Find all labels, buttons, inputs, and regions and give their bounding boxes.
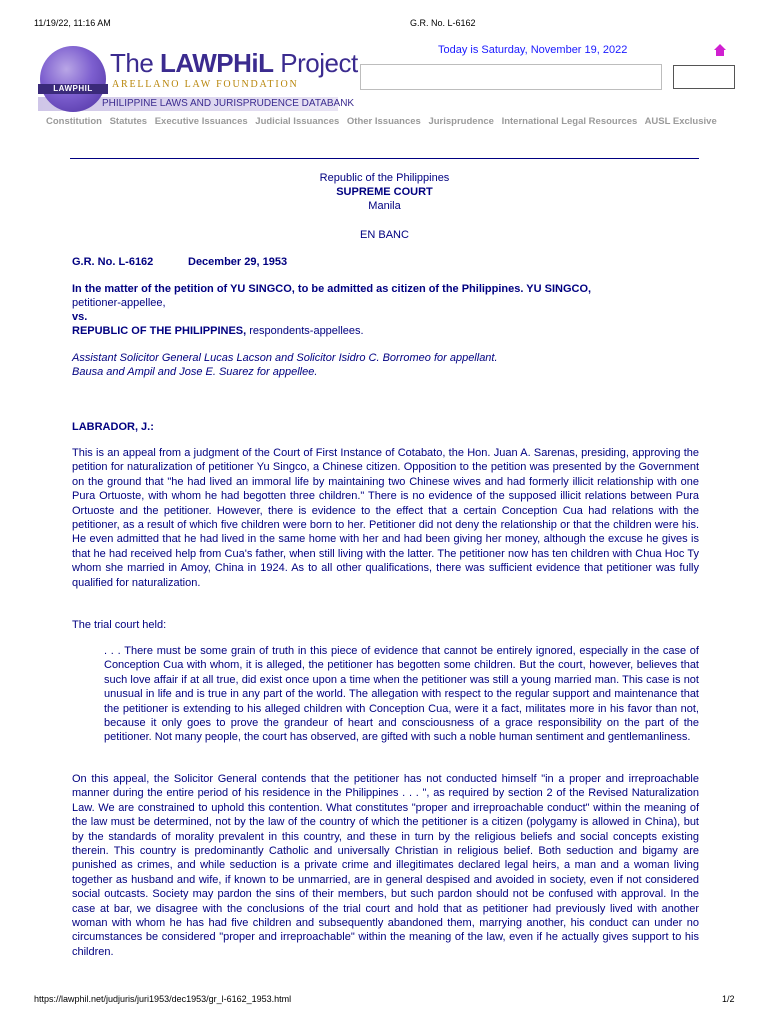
print-doc-title: G.R. No. L-6162 — [410, 18, 476, 28]
ponente: LABRADOR, J.: — [72, 421, 154, 433]
nav-executive-issuances[interactable]: Executive Issuances — [154, 116, 248, 127]
paragraph-3: On this appeal, the Solicitor General contends that the petitioner has not conducted himself "in a proper and irreproachable manner during the entire period of his residence in the Philippines . . . ", as required by section 2 of the Revised Naturalization Law. We are constrained to uphold this contention. What constitutes "proper and irreproachable conduct" within the meaning of the law must be determined, not by the law of the country of which the petitioner is a citizen (polygamy is allowed in China), but by the standards of morality prevalent in this country, and these in turn by the religious beliefs and social concepts existing therein. This country is predominantly Catholic and universally Christian in religious belief. Both seduction and bigamy are punished as crimes, and while seduction is a private crime and illegitimates declared legal heirs, a man and a woman living together as husband and wife, if known to be unmarried, are in general despised and avoided in society, even if not considered social outcasts. Society may pardon the sins of their members, but such pardon should not be confused with approval. In the case at bar, we disagree with the conclusions of the trial court and hold that as petitioner had previously lived with another woman with whom he has had five children and subsequently abandoned them, marrying another, his conduct can under no circumstances be considered "proper and irreproachable" within the meaning of the law, even if he actually gives support to his children. — [72, 773, 699, 958]
header-divider — [70, 158, 699, 159]
decision-date: December 29, 1953 — [188, 256, 288, 268]
lawphil-seal-icon — [40, 46, 106, 112]
paragraph-2: The trial court held: — [72, 619, 167, 631]
nav-ausl-exclusive[interactable]: AUSL Exclusive — [644, 116, 717, 127]
petitioner-role: petitioner-appellee, — [72, 297, 166, 309]
logo-subtitle: ARELLANO LAW FOUNDATION — [112, 79, 299, 90]
nav-international-legal-resources[interactable]: International Legal Resources — [501, 116, 638, 127]
page-number: 1/2 — [722, 994, 735, 1004]
print-datetime: 11/19/22, 11:16 AM — [34, 18, 111, 28]
nav-statutes[interactable]: Statutes — [109, 116, 148, 127]
lawphil-logo[interactable] — [38, 46, 358, 114]
division: EN BANC — [360, 229, 409, 241]
main-nav — [46, 116, 722, 127]
versus: vs. — [72, 311, 88, 323]
seal-label: LAWPHIL — [38, 84, 108, 94]
respondent-line: REPUBLIC OF THE PHILIPPINES, respondents-appellees. — [72, 325, 364, 337]
court-name: SUPREME COURT — [336, 186, 433, 198]
search-button[interactable] — [673, 65, 735, 89]
case-title: In the matter of the petition of YU SINGCO, to be admitted as citizen of the Philippines. YU SINGCO, — [72, 283, 592, 295]
home-icon[interactable] — [713, 43, 727, 57]
nav-other-issuances[interactable]: Other Issuances — [346, 116, 421, 127]
footer-url: https://lawphil.net/judjuris/juri1953/dec1953/gr_l-6162_1953.html — [34, 994, 292, 1004]
nav-judicial-issuances[interactable]: Judicial Issuances — [255, 116, 340, 127]
republic-line: Republic of the Philippines — [319, 172, 450, 184]
counsel-appellant: Assistant Solicitor General Lucas Lacson and Solicitor Isidro C. Borromeo for appellant. — [72, 352, 498, 364]
court-city: Manila — [368, 200, 401, 212]
trial-court-quote: . . . There must be some grain of truth in this piece of evidence that cannot be entirely ignored, especially in the case of Conception Cua with whom, it is alleged, the petitioner has begotten some children. But the court, however, believes that such love affair if at all true, did exist once upon a time when the petitioner was still a young married man. This case is not unusual in life and is true in any part of the world. The allegation with respect to the regular support and maintenance that the petitioner is extending to his alleged children with Conception Cua, were it a fact, militates more in his favor than not, because it only goes to prove the grandeur of heart and consciousness of a grace responsibility on the part of the petitioner. Not many people, the court has observed, are gifted with such a noble human sentiment and gentlemanliness. — [104, 645, 699, 744]
nav-jurisprudence[interactable]: Jurisprudence — [428, 116, 494, 127]
logo-title: The LAWPHiL Project — [110, 48, 358, 78]
gr-number: G.R. No. L-6162 — [72, 256, 154, 268]
nav-constitution[interactable]: Constitution — [46, 116, 102, 127]
search-input[interactable] — [360, 64, 662, 90]
logo-tagline: PHILIPPINE LAWS AND JURISPRUDENCE DATABANK — [102, 98, 355, 109]
paragraph-1: This is an appeal from a judgment of the Court of First Instance of Cotabato, the Hon. Juan A. Sarenas, presiding, approving the petition for naturalization of petitioner Yu Singco, a Chinese citizen. Opposition to the petition was presented by the Government on the ground that "he had lived an immoral life by maintaining two Chinese wives and had formerly illicit relationship with one Pura Ortuoste, with whom he had begotten three children." There is no evidence of the supposed illicit relations between Pura Ortuoste and the petitioner. However, there is evidence to the effect that a certain Conception Cua had relations with the petitioner, as a result of which five children were born to her. Petitioner did not deny the relationship or that the children were his. He even admitted that he had lived in the same home with her and had been giving her money, although the excuse he gives is that he had received help from Cua's father, when still living with the latter. The petitioner now has ten children with Chua Hoc Ty whom she married in Amoy, China in 1924. As to all other qualifications, there was sufficient evidence that petitioner was fully qualified for naturalization. — [72, 447, 699, 589]
counsel-appellee: Bausa and Ampil and Jose E. Suarez for appellee. — [72, 366, 318, 378]
today-date: Today is Saturday, November 19, 2022 — [438, 44, 628, 56]
